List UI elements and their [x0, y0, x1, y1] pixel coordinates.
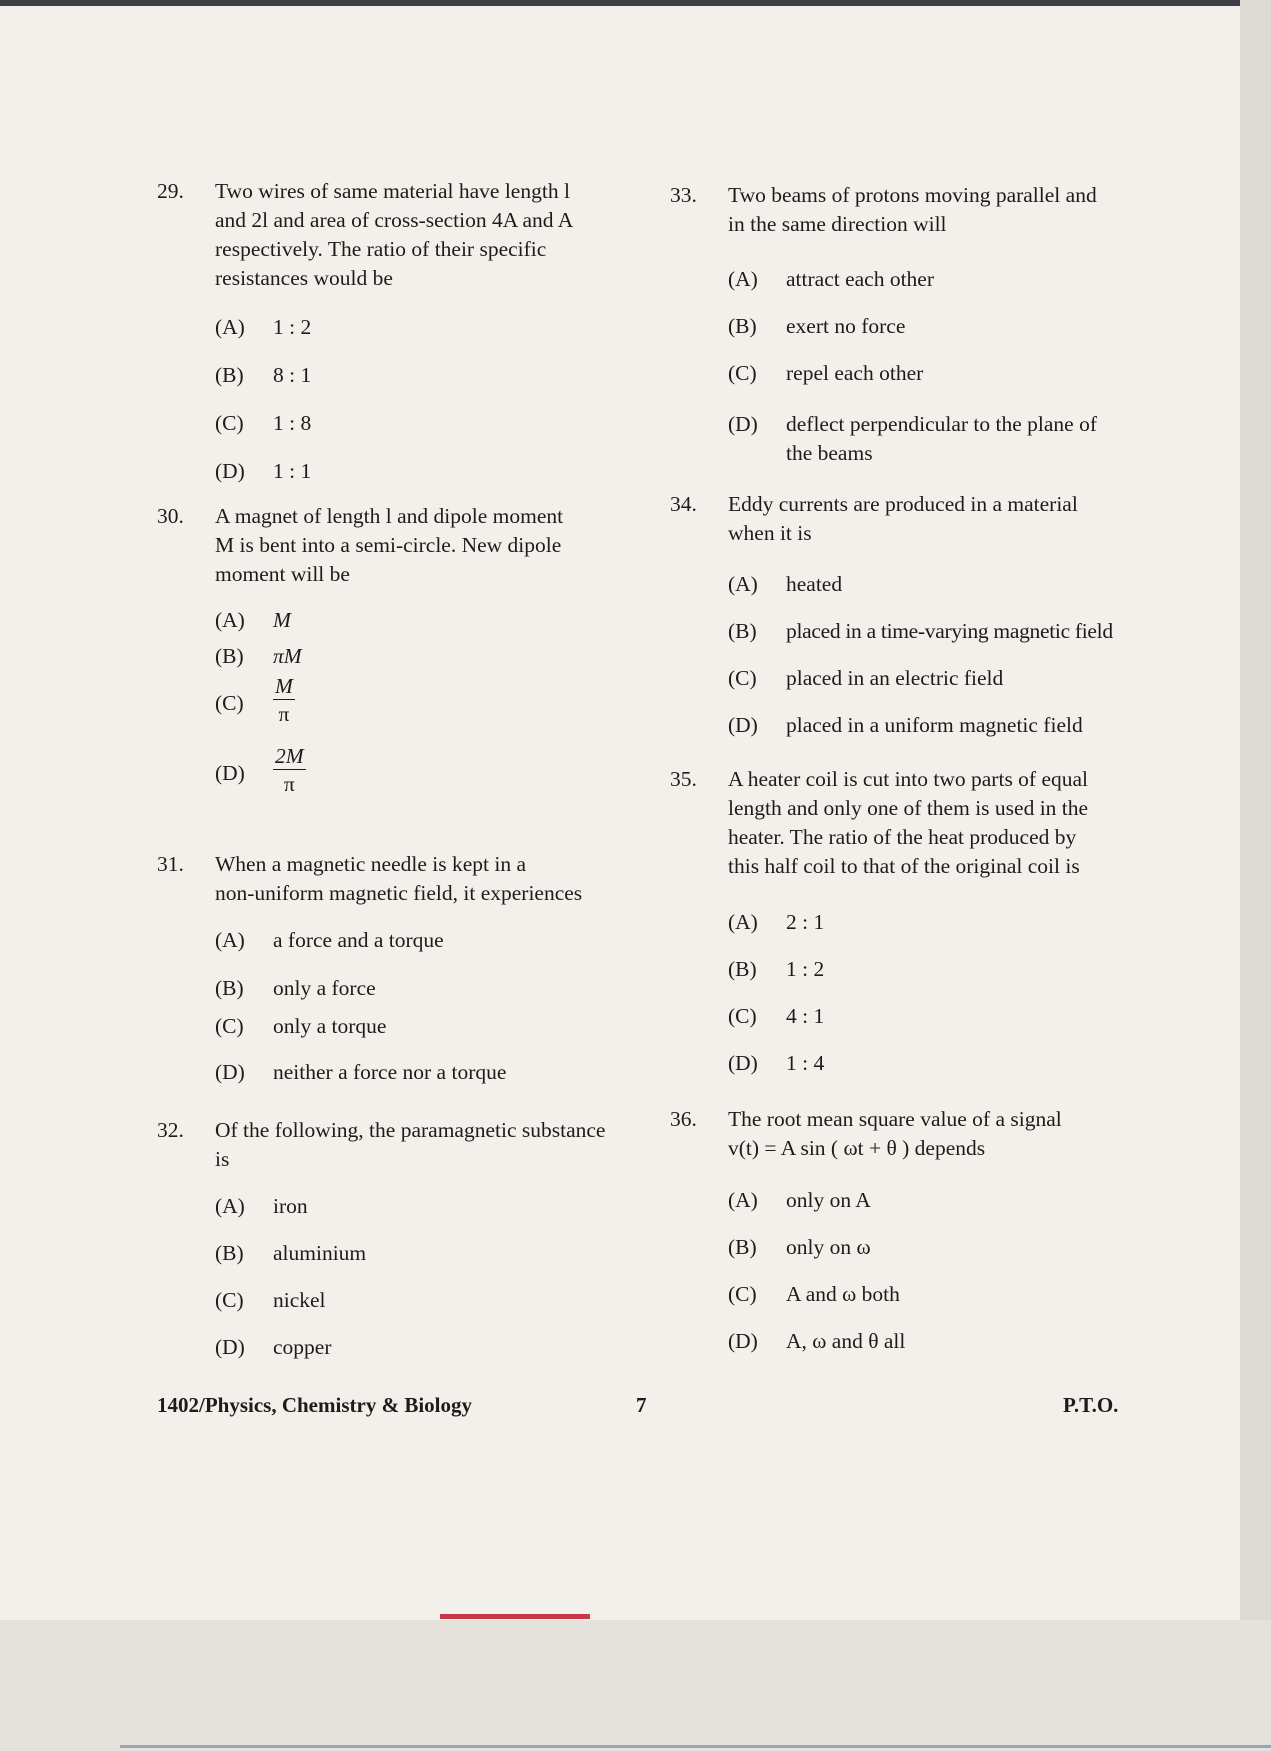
option-label: (D)	[215, 1335, 245, 1359]
question-line: v(t) = A sin ( ωt + θ ) depends	[728, 1136, 986, 1160]
option-text: neither a force nor a torque	[273, 1060, 507, 1084]
question-line: when it is	[728, 521, 812, 545]
option-label: (B)	[215, 1241, 244, 1265]
option-text: deflect perpendicular to the plane of the beams	[786, 412, 1098, 465]
question-line: Two wires of same material have length l	[215, 179, 570, 203]
question-line: A heater coil is cut into two parts of equal	[728, 767, 1089, 791]
option-text: 1 : 4	[786, 1051, 825, 1075]
question-line: and 2l and area of cross-section 4A and A	[215, 208, 574, 232]
option-label: (C)	[728, 666, 757, 690]
option-text: placed in a uniform magnetic field	[786, 713, 1083, 737]
option-text: 8 : 1	[273, 363, 312, 387]
option-fraction	[273, 743, 306, 798]
question-text	[215, 177, 573, 293]
option-text: 1 : 1	[273, 459, 312, 483]
question-line: M is bent into a semi-circle. New dipole	[215, 533, 562, 557]
option-text: placed in an electric field	[786, 666, 1004, 690]
question-number: 31.	[157, 852, 184, 876]
question-text	[728, 490, 1078, 548]
question-number: 32.	[157, 1118, 184, 1142]
option-text: a force and a torque	[273, 928, 444, 952]
option-label: (A)	[728, 267, 758, 291]
question-text	[728, 765, 1088, 881]
option-label: (A)	[215, 928, 245, 952]
question-number: 35.	[670, 767, 697, 791]
option-label: (D)	[215, 459, 245, 483]
option-label: (C)	[215, 1288, 244, 1312]
option-label: (C)	[728, 1004, 757, 1028]
question-33	[670, 181, 1140, 481]
question-34	[670, 490, 1140, 750]
option-text: nickel	[273, 1288, 326, 1312]
question-31	[157, 850, 627, 1100]
question-text	[728, 1105, 1062, 1163]
question-line: When a magnetic needle is kept in a	[215, 852, 527, 876]
option-label: (D)	[728, 713, 758, 737]
question-number: 30.	[157, 504, 184, 528]
question-line: is	[215, 1147, 230, 1171]
fraction-denominator: π	[278, 702, 290, 726]
option-text: 1 : 2	[273, 315, 312, 339]
option-text: iron	[273, 1194, 308, 1218]
option-text: only on A	[786, 1188, 871, 1212]
top-border	[0, 0, 1271, 6]
option-label: (C)	[728, 361, 757, 385]
question-line: resistances would be	[215, 266, 393, 290]
option-label: (D)	[215, 1060, 245, 1084]
question-line: Two beams of protons moving parallel and	[728, 183, 1097, 207]
question-line: heater. The ratio of the heat produced by	[728, 825, 1077, 849]
question-text	[215, 502, 563, 589]
option-text: A, ω and θ all	[786, 1329, 906, 1353]
option-label: (A)	[215, 1194, 245, 1218]
option-text: only a force	[273, 976, 376, 1000]
option-text: aluminium	[273, 1241, 367, 1265]
option-text: 1 : 8	[273, 411, 312, 435]
option-fraction	[273, 673, 295, 728]
option-label: (B)	[215, 976, 244, 1000]
option-text: repel each other	[786, 361, 924, 385]
question-line: A magnet of length l and dipole moment	[215, 504, 564, 528]
option-label: (C)	[215, 1014, 244, 1038]
scan-margin	[0, 1620, 1271, 1751]
question-35	[670, 765, 1140, 1075]
question-line: The root mean square value of a signal	[728, 1107, 1062, 1131]
option-text: A and ω both	[786, 1282, 900, 1306]
question-text	[728, 181, 1097, 239]
option-text: attract each other	[786, 267, 935, 291]
option-label: (B)	[215, 363, 244, 387]
question-number: 33.	[670, 183, 697, 207]
question-line: non-uniform magnetic field, it experiences	[215, 881, 583, 905]
option-label: (B)	[728, 957, 757, 981]
option-label: (C)	[215, 691, 244, 715]
option-label: (B)	[728, 314, 757, 338]
question-line: length and only one of them is used in the	[728, 796, 1089, 820]
option-label: (C)	[215, 411, 244, 435]
question-line: respectively. The ratio of their specific	[215, 237, 547, 261]
option-label: (B)	[215, 644, 244, 668]
question-29	[157, 177, 627, 483]
option-text: M	[273, 608, 291, 632]
question-text	[215, 1116, 605, 1174]
option-text: πM	[273, 644, 302, 668]
fraction-numerator: M	[275, 674, 293, 698]
option-label: (D)	[215, 761, 245, 785]
option-label: (C)	[728, 1282, 757, 1306]
question-line: Eddy currents are produced in a material	[728, 492, 1078, 516]
fraction-denominator: π	[283, 772, 295, 796]
option-text: heated	[786, 572, 843, 596]
option-text: copper	[273, 1335, 332, 1359]
option-text: 2 : 1	[786, 910, 825, 934]
question-line: moment will be	[215, 562, 350, 586]
option-text: exert no force	[786, 314, 906, 338]
question-text	[215, 850, 582, 908]
question-32	[157, 1116, 627, 1359]
option-label: (A)	[728, 572, 758, 596]
option-label: (B)	[728, 619, 757, 643]
option-label: (A)	[215, 315, 245, 339]
question-line: Of the following, the paramagnetic substance	[215, 1118, 606, 1142]
page-edge	[1240, 0, 1271, 1751]
bottom-border	[120, 1745, 1271, 1748]
option-text: only on ω	[786, 1235, 871, 1259]
question-line: in the same direction will	[728, 212, 947, 236]
question-36	[670, 1105, 1140, 1365]
option-text: placed in a time-varying magnetic field	[786, 619, 1113, 643]
option-text: 4 : 1	[786, 1004, 825, 1028]
red-mark	[440, 1614, 590, 1619]
page-number: 7	[636, 1393, 647, 1417]
question-number: 29.	[157, 179, 184, 203]
option-label: (D)	[728, 412, 758, 436]
option-text: only a torque	[273, 1014, 387, 1038]
option-label: (A)	[728, 1188, 758, 1212]
question-number: 36.	[670, 1107, 697, 1131]
option-label: (D)	[728, 1329, 758, 1353]
question-line: this half coil to that of the original coil is	[728, 854, 1080, 878]
question-number: 34.	[670, 492, 697, 516]
option-label: (A)	[215, 608, 245, 632]
option-label: (B)	[728, 1235, 757, 1259]
fraction-numerator: 2M	[275, 744, 304, 768]
footer-code: 1402/Physics, Chemistry & Biology	[157, 1393, 472, 1417]
option-text: 1 : 2	[786, 957, 825, 981]
option-label: (A)	[728, 910, 758, 934]
pto-label: P.T.O.	[1063, 1393, 1119, 1417]
option-label: (D)	[728, 1051, 758, 1075]
